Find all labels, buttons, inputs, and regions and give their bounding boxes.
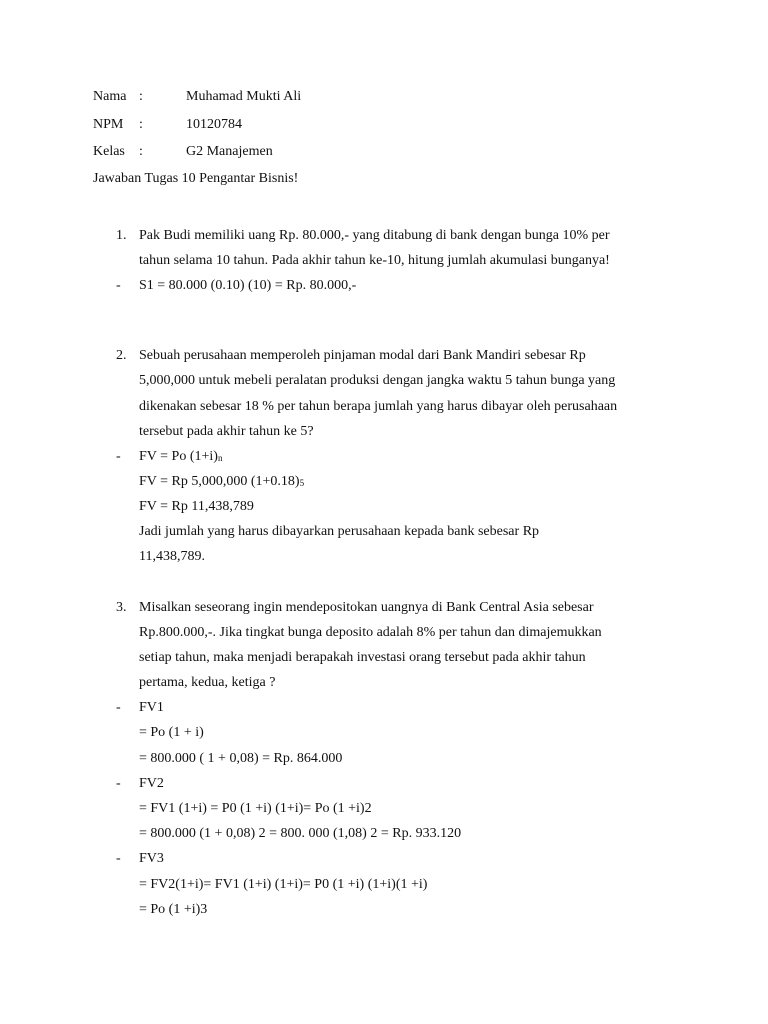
q2-formula bbox=[139, 449, 222, 466]
q1-line-1: Pak Budi memiliki uang Rp. 80.000,- yang ditabung di bank dengan bunga 10% per bbox=[139, 228, 610, 243]
nama-colon: : bbox=[139, 89, 143, 104]
q1-line-2: tahun selama 10 tahun. Pada akhir tahun ke-10, hitung jumlah akumulasi bunganya! bbox=[139, 253, 610, 268]
q3-fv2-bullet: - bbox=[116, 776, 121, 791]
q2-line-3: dikenakan sebesar 18 % per tahun berapa jumlah yang harus dibayar oleh perusahaan bbox=[139, 399, 618, 414]
assignment-title: Jawaban Tugas 10 Pengantar Bisnis! bbox=[93, 171, 299, 186]
q3-fv1-formula: = Po (1 + i) bbox=[139, 725, 204, 740]
q3-fv2-result: = 800.000 (1 + 0,08) 2 = 800. 000 (1,08) 2 = Rp. 933.120 bbox=[139, 826, 462, 841]
nama-value: Muhamad Mukti Ali bbox=[186, 89, 302, 104]
q3-line-3: setiap tahun, maka menjadi berapakah investasi orang tersebut pada akhir tahun bbox=[139, 650, 586, 665]
npm-label: NPM bbox=[93, 117, 124, 132]
npm-value: 10120784 bbox=[186, 117, 242, 132]
q3-fv3-heading: FV3 bbox=[139, 851, 164, 866]
q3-line-4: pertama, kedua, ketiga ? bbox=[139, 675, 276, 690]
q3-line-2: Rp.800.000,-. Jika tingkat bunga deposito adalah 8% per tahun dan dimajemukkan bbox=[139, 625, 602, 640]
q2-formula-text: FV = Po (1+i) bbox=[139, 449, 218, 464]
q2-conclusion-line-2: 11,438,789. bbox=[139, 549, 205, 564]
q3-fv3-bullet: - bbox=[116, 851, 121, 866]
q1-answer: S1 = 80.000 (0.10) (10) = Rp. 80.000,- bbox=[139, 278, 357, 293]
q3-line-1: Misalkan seseorang ingin mendepositokan uangnya di Bank Central Asia sebesar bbox=[139, 600, 594, 615]
kelas-colon: : bbox=[139, 144, 143, 159]
q3-fv1-result: = 800.000 ( 1 + 0,08) = Rp. 864.000 bbox=[139, 751, 343, 766]
q2-formula-subscript: n bbox=[217, 453, 223, 463]
q2-substitution-text: FV = Rp 5,000,000 (1+0.18) bbox=[139, 474, 300, 489]
q2-substitution bbox=[139, 474, 304, 491]
q3-fv1-bullet: - bbox=[116, 700, 121, 715]
q1-bullet: - bbox=[116, 278, 121, 293]
q2-line-2: 5,000,000 untuk mebeli peralatan produksi dengan jangka waktu 5 tahun bunga yang bbox=[139, 373, 616, 388]
q2-conclusion-line-1: Jadi jumlah yang harus dibayarkan perusahaan kepada bank sebesar Rp bbox=[139, 524, 540, 539]
q2-line-4: tersebut pada akhir tahun ke 5? bbox=[139, 424, 314, 439]
q3-number: 3. bbox=[116, 600, 127, 615]
q3-fv3-result: = Po (1 +i)3 bbox=[139, 902, 208, 917]
q2-number: 2. bbox=[116, 348, 127, 363]
q3-fv2-formula: = FV1 (1+i) = P0 (1 +i) (1+i)= Po (1 +i)2 bbox=[139, 801, 372, 816]
q2-result: FV = Rp 11,438,789 bbox=[139, 499, 254, 514]
q3-fv1-heading: FV1 bbox=[139, 700, 164, 715]
npm-colon: : bbox=[139, 117, 143, 132]
q2-substitution-subscript: 5 bbox=[299, 478, 305, 488]
q3-fv2-heading: FV2 bbox=[139, 776, 164, 791]
kelas-value: G2 Manajemen bbox=[186, 144, 273, 159]
q1-number: 1. bbox=[116, 228, 127, 243]
q2-line-1: Sebuah perusahaan memperoleh pinjaman modal dari Bank Mandiri sebesar Rp bbox=[139, 348, 586, 363]
nama-label: Nama bbox=[93, 89, 127, 104]
q3-fv3-formula: = FV2(1+i)= FV1 (1+i) (1+i)= P0 (1 +i) (1+i)(1 +i) bbox=[139, 877, 428, 892]
q2-bullet: - bbox=[116, 449, 121, 464]
kelas-label: Kelas bbox=[93, 144, 125, 159]
